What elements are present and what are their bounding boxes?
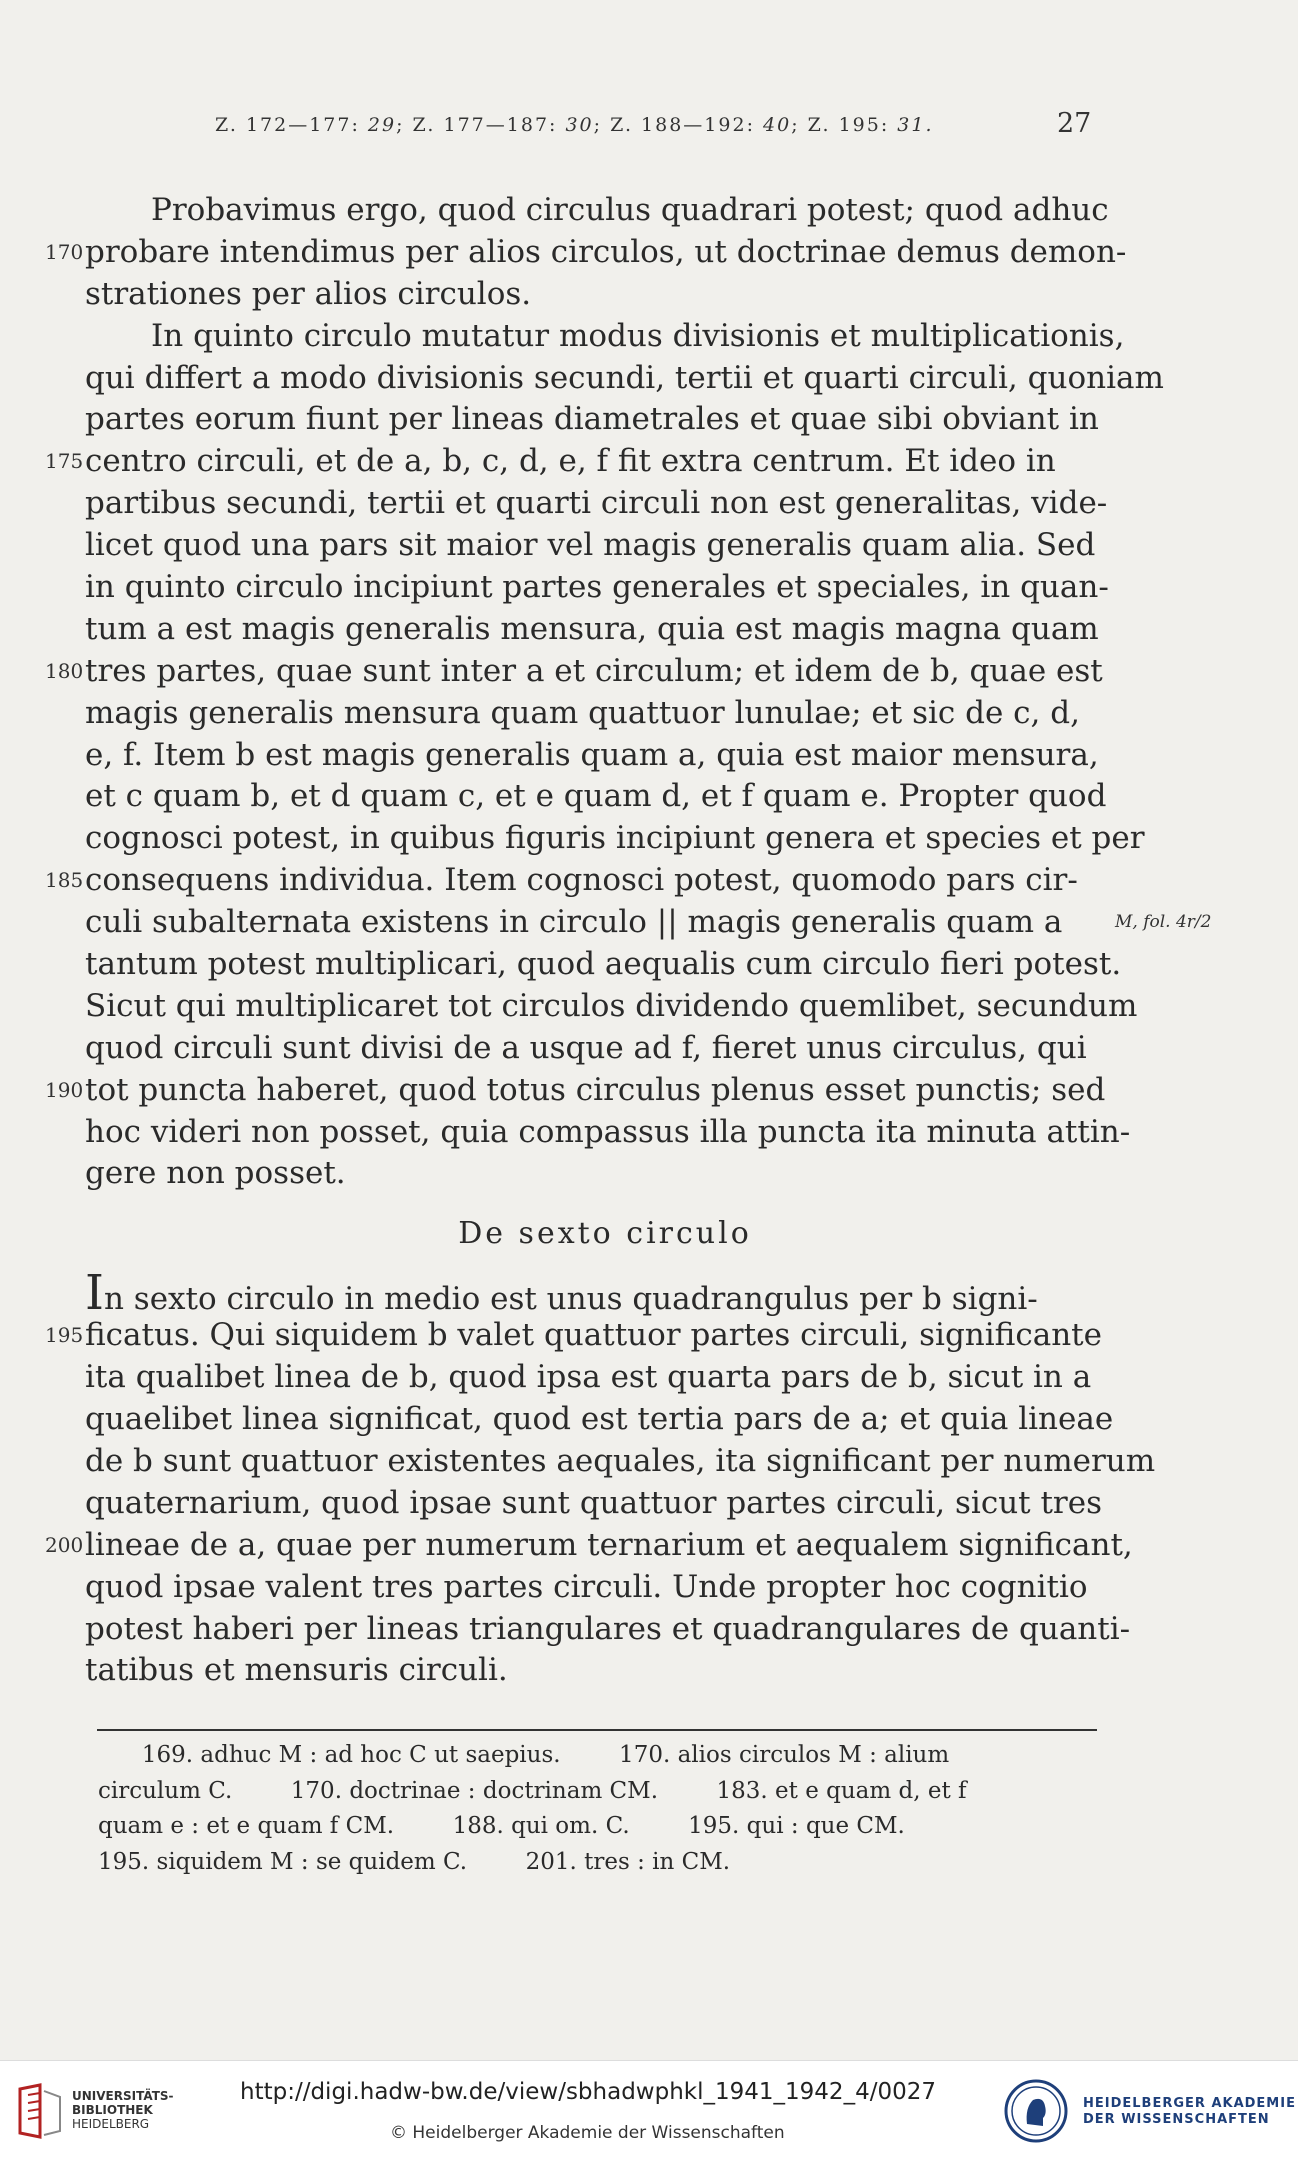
line-text: quaelibet linea significat, quod est tertia pars de a; et quia lineae: [85, 1401, 1114, 1438]
text-line: [45, 232, 1215, 274]
text-line: [85, 525, 1215, 567]
line-text: quaternarium, quod ipsae sunt quattuor partes circuli, sicut tres: [85, 1484, 1103, 1521]
text-line: [85, 1357, 1215, 1399]
text-line: [45, 1525, 1215, 1567]
text-line: [85, 274, 1215, 316]
text-line: [85, 1399, 1215, 1441]
line-text: quod ipsae valent tres partes circuli. Unde propter hoc cognitio: [85, 1568, 1088, 1605]
line-text: In quinto circulo mutatur modus divisionis et multiplicationis,: [151, 317, 1125, 354]
footnote-line: quam e : et e quam f CM. 188. qui om. C. 195. qui : que CM.: [98, 1813, 905, 1839]
text-line: [45, 651, 1215, 693]
text-line: [85, 316, 1215, 358]
text-line: [45, 1315, 1215, 1357]
text-line: [85, 986, 1215, 1028]
line-text: Sicut qui multiplicaret tot circulos dividendo quemlibet, secundum: [85, 987, 1138, 1024]
line-reference-part: 40: [763, 114, 792, 136]
text-line: [85, 1265, 1215, 1322]
line-text: tatibus et mensuris circuli.: [85, 1652, 508, 1689]
line-number: 190: [45, 1077, 84, 1102]
line-text: Probavimus ergo, quod circulus quadrari potest; quod adhuc: [151, 192, 1109, 228]
academy-seal-icon: [1003, 2078, 1069, 2144]
text-line: [85, 1441, 1215, 1483]
uni-line-2: BIBLIOTHEK: [72, 2103, 153, 2117]
line-text: licet quod una pars sit maior vel magis generalis quam alia. Sed: [85, 527, 1096, 564]
line-text: cognosci potest, in quibus figuris incipiunt genera et species et per: [85, 820, 1145, 857]
line-text: quod circuli sunt divisi de a usque ad f, fieret unus circulus, qui: [85, 1029, 1087, 1066]
text-line: [85, 902, 1215, 944]
line-text: tot puncta haberet, quod totus circulus plenus esset punctis; sed: [85, 1071, 1106, 1108]
line-text: culi subalternata existens in circulo || magis generalis quam a: [85, 904, 1063, 941]
text-line: [85, 693, 1215, 735]
document-url-link[interactable]: http://digi.hadw-bw.de/view/sbhadwphkl_1941_1942_4/0027: [240, 2079, 936, 2105]
copyright-notice: © Heidelberger Akademie der Wissenschaften: [390, 2123, 785, 2143]
text-line: [85, 483, 1215, 525]
text-line: [85, 1483, 1215, 1525]
viewer-footer: [0, 2060, 1298, 2160]
text-line: [85, 944, 1215, 986]
text-line: [85, 399, 1215, 441]
text-line: [85, 776, 1215, 818]
text-line: [45, 1070, 1215, 1112]
uni-line-3: HEIDELBERG: [72, 2117, 150, 2131]
footnote-line: 169. adhuc M : ad hoc C ut saepius. 170. alios circulos M : alium: [98, 1742, 950, 1768]
line-text: potest haberi per lineas triangulares et quadrangulares de quanti-: [85, 1610, 1131, 1647]
line-text: ita qualibet linea de b, quod ipsa est quarta pars de b, sicut in a: [85, 1359, 1092, 1396]
line-reference-part: ; Z. 195:: [791, 114, 898, 136]
academy-line-1: HEIDELBERGER AKADEMIE: [1083, 2096, 1296, 2111]
line-reference-part: ; Z. 188—192:: [593, 114, 764, 136]
line-number: 180: [45, 658, 84, 683]
line-reference-part: Z. 172—177:: [215, 114, 368, 136]
line-reference-part: 31.: [897, 114, 934, 136]
line-number: 170: [45, 239, 84, 264]
text-line: [85, 1028, 1215, 1070]
text-line: [85, 358, 1215, 400]
footnote-line: 195. siquidem M : se quidem C. 201. tres : in CM.: [98, 1848, 731, 1875]
line-text: tantum potest multiplicari, quod aequalis cum circulo fieri potest.: [85, 946, 1122, 983]
line-references: [215, 114, 934, 136]
academy-name: [1083, 2096, 1296, 2128]
line-text: ficatus. Qui siquidem b valet quattuor partes circuli, significante: [85, 1317, 1102, 1354]
running-header: [0, 108, 1298, 148]
academy-line-2: DER WISSENSCHAFTEN: [1083, 2112, 1270, 2127]
text-line: [85, 190, 1215, 232]
text-line: [85, 567, 1215, 609]
line-text: partibus secundi, tertii et quarti circuli non est generalitas, vide-: [85, 485, 1108, 522]
line-text: consequens individua. Item cognosci potest, quomodo pars cir-: [85, 862, 1078, 899]
initial-capital: I: [85, 1265, 104, 1322]
line-text: e, f. Item b est magis generalis quam a, quia est maior mensura,: [85, 736, 1099, 773]
uni-line-1: UNIVERSITÄTS-: [72, 2089, 174, 2103]
line-text: in quinto circulo incipiunt partes generales et speciales, in quan-: [85, 569, 1109, 606]
text-line: [85, 609, 1215, 651]
line-text: magis generalis mensura quam quattuor lunulae; et sic de c, d,: [85, 694, 1080, 731]
line-text: centro circuli, et de a, b, c, d, e, f fit extra centrum. Et ideo in: [85, 443, 1056, 480]
text-line: [85, 818, 1215, 860]
section-heading: De sexto circulo: [458, 1216, 752, 1252]
footnote-line: circulum C. 170. doctrinae : doctrinam CM. 183. et e quam d, et f: [98, 1777, 967, 1804]
line-number: 185: [45, 868, 84, 893]
text-line: [85, 1609, 1215, 1651]
university-library-logo-icon: [14, 2081, 66, 2141]
line-text-rest: n sexto circulo in medio est unus quadrangulus per b signi-: [103, 1281, 1038, 1318]
line-reference-part: ; Z. 177—187:: [396, 114, 566, 136]
line-text: strationes per alios circulos.: [85, 275, 532, 312]
line-number: 175: [45, 449, 84, 474]
line-text: gere non posset.: [85, 1155, 346, 1192]
footnotes: [98, 1738, 1108, 1880]
line-text: qui differt a modo divisionis secundi, tertii et quarti circuli, quoniam: [85, 359, 1164, 396]
line-text: lineae de a, quae per numerum ternarium et aequalem significant,: [85, 1526, 1133, 1563]
text-line: [45, 860, 1215, 902]
line-reference-part: 30: [565, 114, 594, 136]
line-text: et c quam b, et d quam c, et e quam d, et f quam e. Propter quod: [85, 778, 1107, 815]
text-line: [85, 1112, 1215, 1154]
line-text: tres partes, quae sunt inter a et circulum; et idem de b, quae est: [85, 652, 1103, 689]
line-text: hoc videri non posset, quia compassus illa puncta ita minuta attin-: [85, 1113, 1131, 1150]
university-library-name: [72, 2089, 174, 2131]
text-line: [85, 1650, 1215, 1692]
text-line: [45, 441, 1215, 483]
text-line: [85, 1567, 1215, 1609]
marginal-note: M, fol. 4r/2: [1115, 912, 1212, 933]
line-text: probare intendimus per alios circulos, ut doctrinae demus demon-: [85, 233, 1127, 270]
footnote-rule: [97, 1729, 1097, 1731]
line-reference-part: 29: [367, 114, 397, 136]
page-number: 27: [1057, 108, 1092, 139]
line-number: 200: [45, 1532, 84, 1557]
main-text: [45, 190, 1215, 1692]
line-text: [85, 1265, 1038, 1322]
text-line: [85, 735, 1215, 777]
line-text: de b sunt quattuor existentes aequales, ita significant per numerum: [85, 1442, 1156, 1479]
line-text: partes eorum fiunt per lineas diametrales et quae sibi obviant in: [85, 401, 1099, 438]
line-number: 195: [45, 1323, 84, 1348]
line-text: tum a est magis generalis mensura, quia est magis magna quam: [85, 610, 1099, 647]
text-line: [85, 1153, 1215, 1195]
